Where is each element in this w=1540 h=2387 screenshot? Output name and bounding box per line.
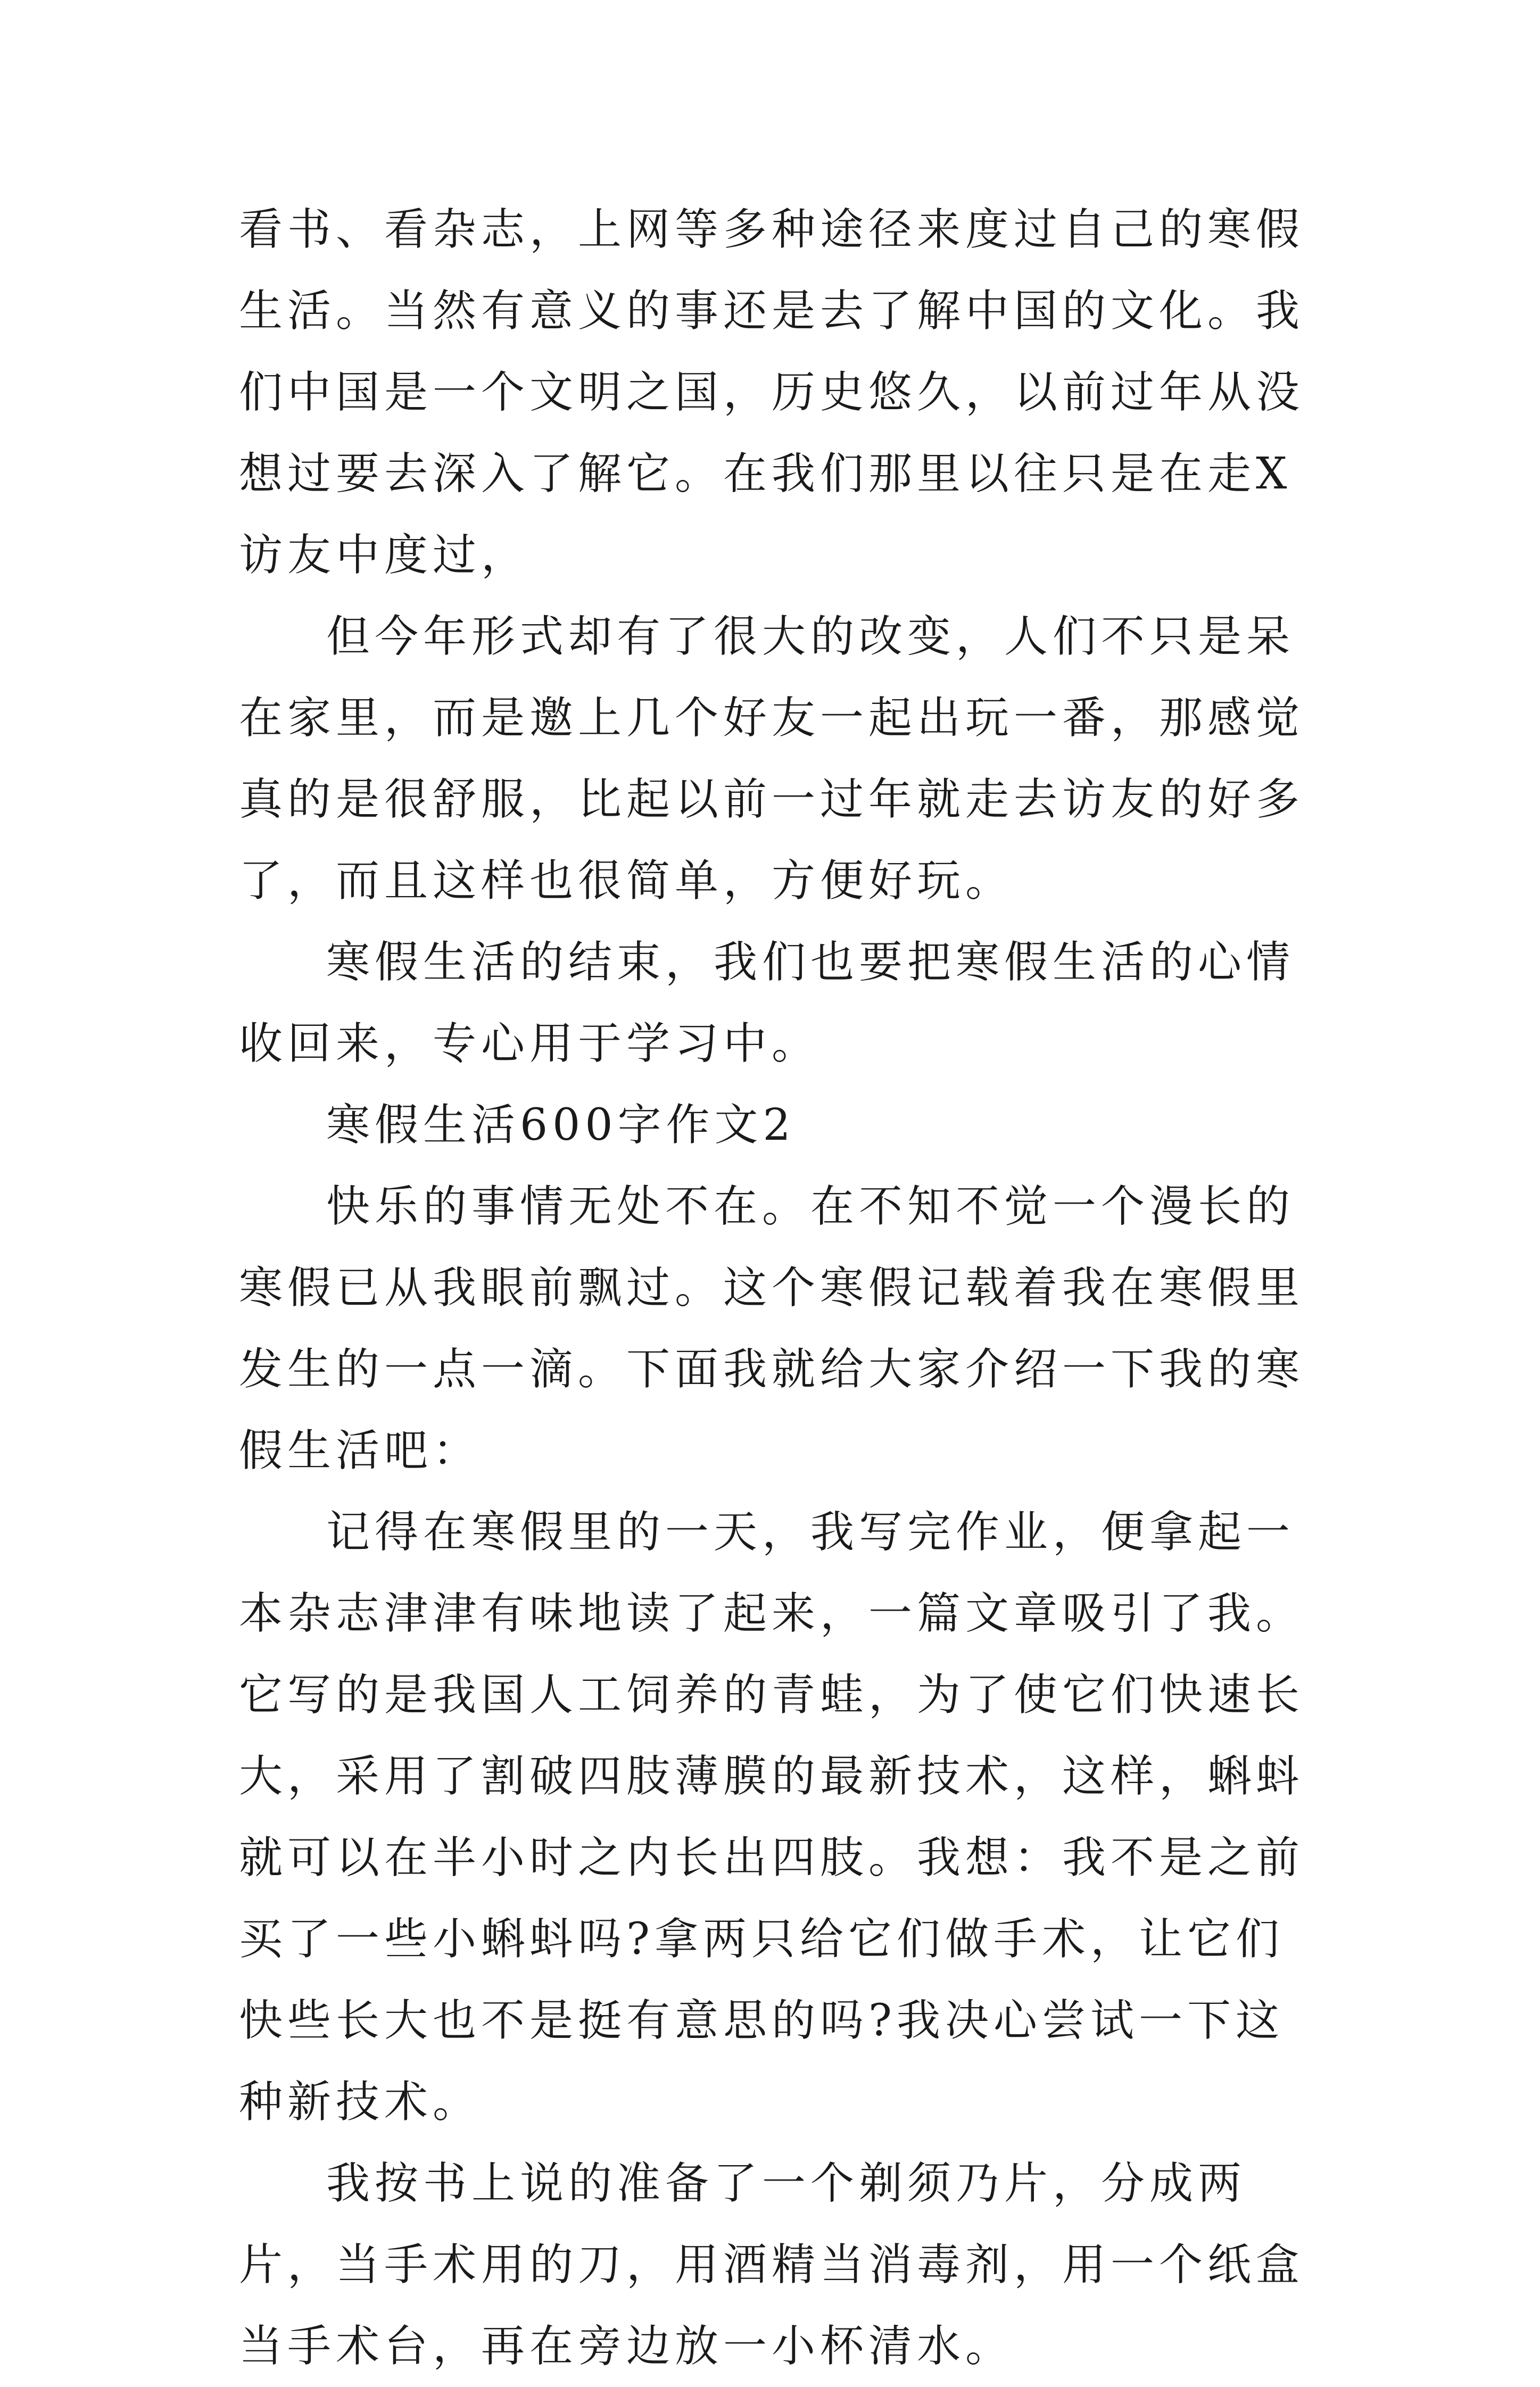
paragraph-1: 看书、看杂志，上网等多种途径来度过自己的寒假生活。当然有意义的事还是去了解中国的文化。我们中国是一个文明之国，历史悠久，以前过年从没想过要去深入了解它。在我们那里以往只是在走X访友中度过， xyxy=(239,204,1305,581)
section-heading: 寒假生活600字作文2 xyxy=(326,1100,796,1150)
paragraph-5: 记得在寒假里的一天，我写完作业，便拿起一本杂志津津有味地读了起来，一篇文章吸引了我。它写的是我国人工饲养的青蛙，为了使它们快速长大，采用了割破四肢薄膜的最新技术，这样，蝌蚪就可以在半小时之内长出四肢。我想：我不是之前买了一些小蝌蚪吗?拿两只给它们做手术，让它们快些长大也不是挺有意思的吗?我决心尝试一下这种新技术。 xyxy=(239,1507,1305,2127)
paragraph-6: 我按书上说的准备了一个剃须乃片，分成两片，当手术用的刀，用酒精当消毒剂，用一个纸盒当手术台，再在旁边放一小杯清水。 xyxy=(239,2158,1305,2372)
paragraph-4: 快乐的事情无处不在。在不知不觉一个漫长的寒假已从我眼前飘过。这个寒假记载着我在寒假里发生的一点一滴。下面我就给大家介绍一下我的寒假生活吧： xyxy=(239,1181,1305,1476)
paragraph-3: 寒假生活的结束，我们也要把寒假生活的心情收回来，专心用于学习中。 xyxy=(239,937,1295,1069)
paragraph-2: 但今年形式却有了很大的改变，人们不只是呆在家里，而是邀上几个好友一起出玩一番，那感觉真的是很舒服，比起以前一过年就走去访友的好多了，而且这样也很简单，方便好玩。 xyxy=(239,611,1305,906)
body-text xyxy=(239,189,1309,2387)
